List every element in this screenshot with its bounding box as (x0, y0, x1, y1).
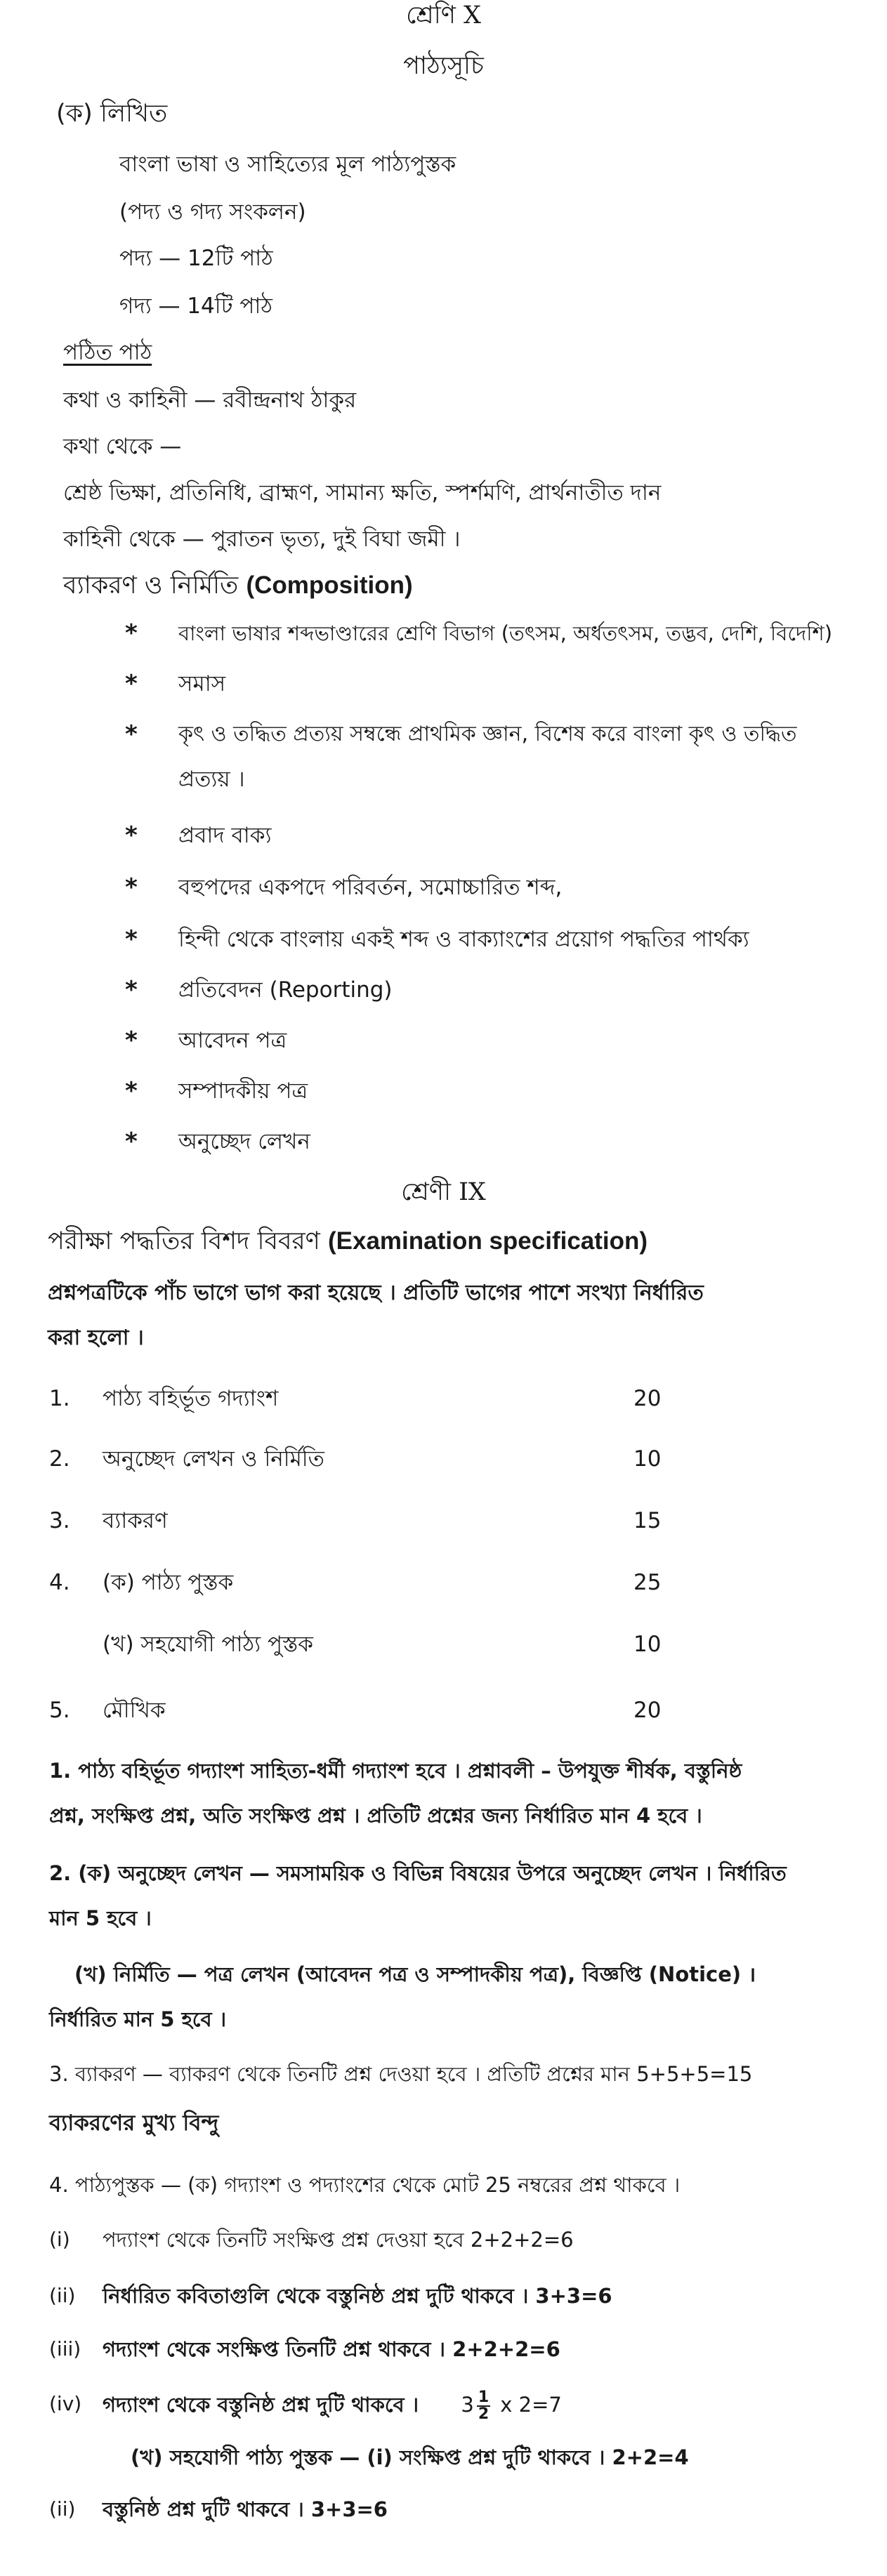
marks-row-label: (ক) পাঠ্য পুস্তক (103, 1570, 234, 1595)
grammar-item-5: বহুপদের একপদে পরিবর্তন, সমোচ্চারিত শব্দ, (178, 875, 563, 900)
bullet-2: * (125, 670, 138, 698)
textbook-line: বাংলা ভাষা ও সাহিত্যের মূল পাঠ্যপুস্তক (119, 152, 456, 177)
detail-2-line-2: মান 5 হবে । (49, 1906, 152, 1930)
intro-line-1: প্রশ্নপত্রটিকে পাঁচ ভাগে ভাগ করা হয়েছে । প্রতিটি ভাগের পাশে সংখ্যা নির্ধারিত (48, 1281, 704, 1305)
bullet-9: * (125, 1077, 138, 1105)
sub-item-iv-text: গদ্যাংশ থেকে বস্তুনিষ্ঠ প্রশ্ন দুটি থাকবে । (103, 2393, 419, 2417)
prose-line: গদ্য — 14টি পাঠ (119, 293, 272, 319)
detail-1-line-2: প্রশ্ন, সংক্ষিপ্ত প্রশ্ন, অতি সংক্ষিপ্ত প্রশ্ন । প্রতিটি প্রশ্নের জন্য নির্ধারিত মান 4 হবে । (49, 1804, 702, 1828)
sub-item-text: গদ্যাংশ থেকে সংক্ষিপ্ত তিনটি প্রশ্ন থাকবে । 2+2+2=6 (103, 2337, 560, 2361)
sub-item-iv (103, 2390, 562, 2422)
bullet-5: * (125, 873, 138, 901)
bullet-4: * (125, 821, 138, 850)
intro-line-2: করা হলো । (48, 1326, 144, 1350)
marks-row-num: 4. (49, 1570, 70, 1595)
grammar-points-heading: ব্যাকরণের মুখ্য বিন্দু (49, 2111, 219, 2136)
marks-row-value: 20 (633, 1698, 662, 1723)
grammar-item-10: অনুচ্ছেদ লেখন (178, 1129, 310, 1154)
marks-row-value: 10 (633, 1446, 662, 1472)
grammar-heading-bn: ব্যাকরণ ও নির্মিতি (63, 572, 239, 600)
sub-item-num: (ii) (49, 2497, 76, 2521)
marks-row-label: ব্যাকরণ (103, 1508, 168, 1533)
bullet-6: * (125, 925, 138, 953)
fraction-denominator: 2 (478, 2405, 490, 2423)
marks-row-num: 5. (49, 1698, 70, 1723)
grammar-item-9: সম্পাদকীয় পত্র (178, 1078, 308, 1104)
sub-item-num: (iii) (49, 2337, 81, 2360)
marks-row-value: 10 (633, 1632, 662, 1657)
fraction-numerator: 1 (478, 2389, 490, 2406)
supplementary-line: (খ) সহযোগী পাঠ্য পুস্তক — (i) সংক্ষিপ্ত প্রশ্ন দুটি থাকবে । 2+2=4 (131, 2445, 689, 2469)
syllabus-title: পাঠ্যসূচি (403, 52, 484, 80)
class-ix-title: শ্রেণী IX (401, 1178, 486, 1206)
marks-row-num: 3. (49, 1508, 70, 1533)
grammar-item-7: প্রতিবেদন (Reporting) (178, 977, 393, 1003)
exam-spec-heading-bn: পরীক্ষা পদ্ধতির বিশদ বিবরণ (48, 1227, 320, 1255)
sub-item-num: (iv) (49, 2392, 82, 2415)
marks-row-value: 20 (633, 1386, 662, 1411)
marks-row-label: মৌখিক (103, 1698, 166, 1723)
detail-3-line-2: নির্ধারিত মান 5 হবে । (49, 2007, 227, 2031)
detail-2-line-1: 2. (ক) অনুচ্ছেদ লেখন — সমসাময়িক ও বিভিন্ন বিষয়ের উপরে অনুচ্ছেদ লেখন । নির্ধারিত (49, 1861, 787, 1885)
bullet-8: * (125, 1026, 138, 1055)
grammar-item-1: বাংলা ভাষার শব্দভাণ্ডারের শ্রেণি বিভাগ (তৎসম, অর্ধতৎসম, তদ্ভব, দেশি, বিদেশি) (178, 621, 833, 645)
grammar-item-6: হিন্দী থেকে বাংলায় একই শব্দ ও বাক্যাংশের প্রয়োগ পদ্ধতির পার্থক্য (178, 927, 749, 952)
detail-textbook-line: 4. পাঠ্যপুস্তক — (ক) গদ্যাংশ ও পদ্যাংশের থেকে মোট 25 নম্বরের প্রশ্ন থাকবে । (49, 2173, 681, 2197)
sub-item-iv-rest: x 2=7 (500, 2393, 562, 2417)
studied-line-1: কথা ও কাহিনী — রবীন্দ্রনাথ ঠাকুর (63, 388, 357, 413)
sub-item-text: নির্ধারিত কবিতাগুলি থেকে বস্তুনিষ্ঠ প্রশ্ন দুটি থাকবে । 3+3=6 (103, 2284, 612, 2308)
marks-row-value: 15 (633, 1508, 662, 1533)
grammar-item-2: সমাস (178, 671, 226, 696)
marks-row-value: 25 (633, 1570, 662, 1595)
studied-line-2: কথা থেকে — (63, 434, 182, 459)
exam-spec-heading-en: (Examination specification) (327, 1227, 648, 1255)
grammar-item-3-cont: প্রত্যয় । (178, 767, 245, 792)
marks-row-label: পাঠ্য বহির্ভূত গদ্যাংশ (103, 1386, 279, 1411)
marks-row-label: অনুচ্ছেদ লেখন ও নির্মিতি (103, 1446, 324, 1472)
grammar-heading-en: (Composition) (246, 572, 413, 599)
sub-item-num: (ii) (49, 2284, 76, 2307)
sub-item-num: (i) (49, 2228, 70, 2251)
studied-line-3: শ্রেষ্ঠ ভিক্ষা, প্রতিনিধি, ব্রাহ্মণ, সামান্য ক্ষতি, স্পর্শমণি, প্রার্থনাতীত দান (63, 480, 662, 506)
exam-spec-heading (48, 1227, 648, 1255)
collection-line: (পদ্য ও গদ্য সংকলন) (119, 199, 306, 225)
detail-1-line-1: 1. পাঠ্য বহির্ভূত গদ্যাংশ সাহিত্য-ধর্মী গদ্যাংশ হবে । প্রশ্নাবলী – উপযুক্ত শীর্ষক, বস্তুনিষ্ঠ (49, 1759, 742, 1783)
marks-row-num: 2. (49, 1446, 70, 1472)
studied-heading: পঠিত পাঠ (63, 340, 152, 365)
bullet-7: * (125, 976, 138, 1004)
bullet-1: * (125, 619, 138, 647)
grammar-item-8: আবেদন পত্র (178, 1028, 287, 1053)
studied-line-4: কাহিনী থেকে — পুরাতন ভৃত্য, দুই বিঘা জমী । (63, 527, 461, 552)
bullet-10: * (125, 1128, 138, 1156)
written-heading: (ক) লিখিত (56, 100, 168, 128)
sub-item-text: বস্তুনিষ্ঠ প্রশ্ন দুটি থাকবে । 3+3=6 (103, 2497, 388, 2521)
poetry-line: পদ্য — 12টি পাঠ (119, 246, 273, 271)
mixed-number-whole: 3 (461, 2393, 474, 2417)
sub-item-text: পদ্যাংশ থেকে তিনটি সংক্ষিপ্ত প্রশ্ন দেওয়া হবে 2+2+2=6 (103, 2228, 574, 2252)
class-title: শ্রেণি X (406, 1, 481, 29)
detail-grammar-line: 3. ব্যাকরণ — ব্যাকরণ থেকে তিনটি প্রশ্ন দেওয়া হবে । প্রতিটি প্রশ্নের মান 5+5+5=15 (49, 2062, 753, 2086)
grammar-item-3: কৃৎ ও তদ্ধিত প্রত্যয় সম্বন্ধে প্রাথমিক জ্ঞান, বিশেষ করে বাংলা কৃৎ ও তদ্ধিত (178, 722, 797, 746)
grammar-heading (63, 572, 413, 600)
detail-3-line-1: (খ) নির্মিতি — পত্র লেখন (আবেদন পত্র ও সম্পাদকীয় পত্র), বিজ্ঞপ্তি (Notice) । (74, 1962, 756, 1986)
marks-row-label: (খ) সহযোগী পাঠ্য পুস্তক (103, 1632, 313, 1657)
marks-row-num: 1. (49, 1386, 70, 1411)
fraction (477, 2390, 490, 2422)
grammar-item-4: প্রবাদ বাক্য (178, 823, 272, 848)
bullet-3: * (125, 720, 138, 748)
